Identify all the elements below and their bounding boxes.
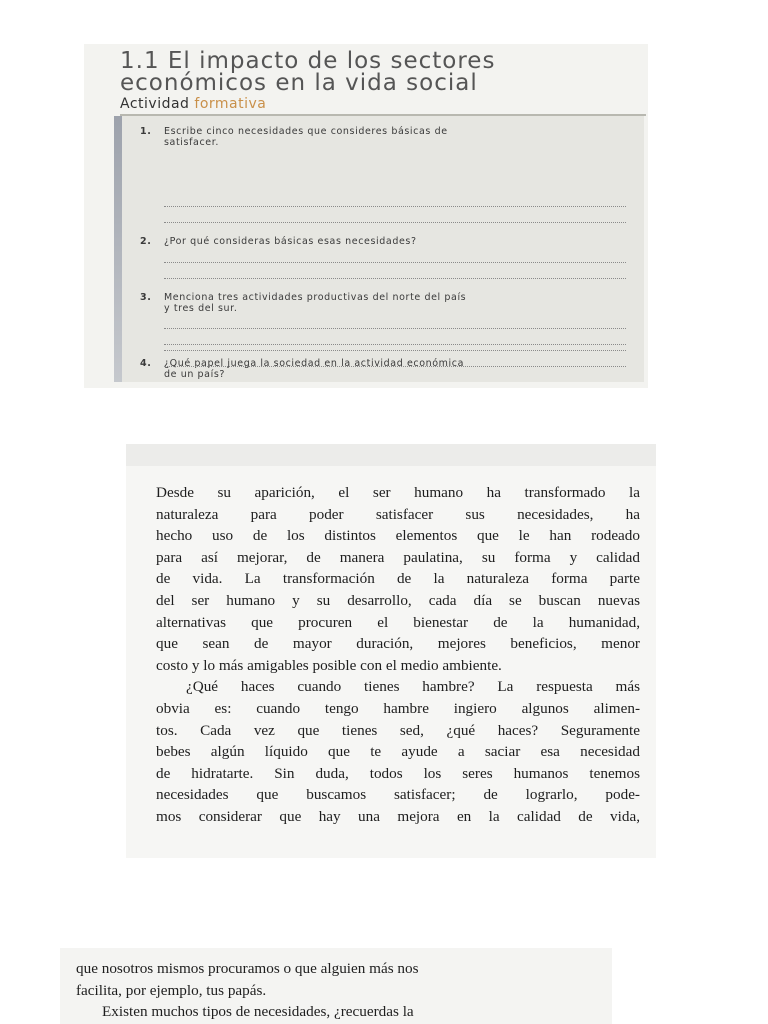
paragraph-line: Desde su aparición, el ser humano ha transformado la [156,484,640,501]
paragraph-scan [126,444,656,858]
question-2 [140,236,634,247]
paragraph-line: para así mejorar, de manera paulatina, su forma y calidad [156,548,640,566]
activity-label-prefix: Actividad [120,96,190,112]
question-3-number: 3. [140,292,152,303]
question-1-line-1: Escribe cinco necesidades que consideres básicas de [164,126,448,137]
paragraph-line: bebes algún líquido que te ayude a saciar esa necesidad [156,743,640,761]
answer-line[interactable] [164,206,626,207]
paragraph-line: tos. Cada vez que tienes sed, ¿qué haces? Seguramente [156,721,640,739]
paragraph-line: obvia es: cuando tengo hambre ingiero algunos alimen- [156,699,640,717]
paragraph-line: del ser humano y su desarrollo, cada día se buscan nuevas [156,591,640,609]
section-title-line-2: económicos en la vida social [120,70,478,96]
answer-line[interactable] [164,344,626,345]
paragraph-line: que sean de mayor duración, mejores beneficios, menor [156,635,640,653]
answer-line[interactable] [164,366,626,367]
paragraph-line: naturaleza para poder satisfacer sus necesidades, ha [156,505,640,523]
activity-scan [84,44,648,388]
paragraph-line: de hidratarte. Sin duda, todos los seres humanos tenemos [156,764,640,782]
question-4-line-1: ¿Qué papel juega la sociedad en la actividad económica [164,358,465,369]
paragraph-line: ¿Qué haces cuando tienes hambre? La respuesta más [186,678,640,696]
question-1 [140,126,634,148]
paragraph-line: alternativas que procuren el bienestar de la humanidad, [156,613,640,631]
paragraph-line: mos considerar que hay una mejora en la calidad de vida, [156,807,640,825]
section-title [120,50,648,94]
question-2-number: 2. [140,236,152,247]
answer-line[interactable] [164,328,626,329]
fragment-line: facilita, por ejemplo, tus papás. [76,981,267,999]
question-3 [140,292,634,314]
activity-box [114,116,644,382]
question-1-line-2: satisfacer. [164,137,219,148]
paragraph-line: de vida. La transformación de la naturaleza forma parte [156,570,640,588]
paragraph-line: costo y lo más amigables posible con el medio ambiente. [156,656,502,674]
answer-line[interactable] [164,262,626,263]
paragraph-line: hecho uso de los distintos elementos que le han rodeado [156,527,640,545]
fragment-line: que nosotros mismos procuramos o que alguien más nos [76,960,419,977]
activity-side-bar [114,116,122,382]
question-1-number: 1. [140,126,152,137]
fragment-line: Existen muchos tipos de necesidades, ¿recuerdas la [102,1003,414,1021]
answer-line[interactable] [164,278,626,279]
main-paragraph [156,482,640,828]
activity-label [120,96,266,112]
bottom-fragment [76,958,596,1023]
question-3-line-2: y tres del sur. [164,303,238,314]
paragraph-line: necesidades que buscamos satisfacer; de lograrlo, pode- [156,786,640,804]
scan-top-band [126,444,656,466]
question-4-line-2: de un país? [164,369,226,380]
question-4-number: 4. [140,358,152,369]
fragment-scan [60,948,612,1024]
question-3-line-1: Menciona tres actividades productivas del norte del país [164,292,467,303]
answer-line[interactable] [164,222,626,223]
answer-line[interactable] [164,350,626,351]
activity-label-accent: formativa [194,96,267,112]
question-2-line-1: ¿Por qué consideras básicas esas necesidades? [164,236,417,247]
question-4 [140,358,634,380]
section-title-line-1: 1.1 El impacto de los sectores [120,48,496,74]
